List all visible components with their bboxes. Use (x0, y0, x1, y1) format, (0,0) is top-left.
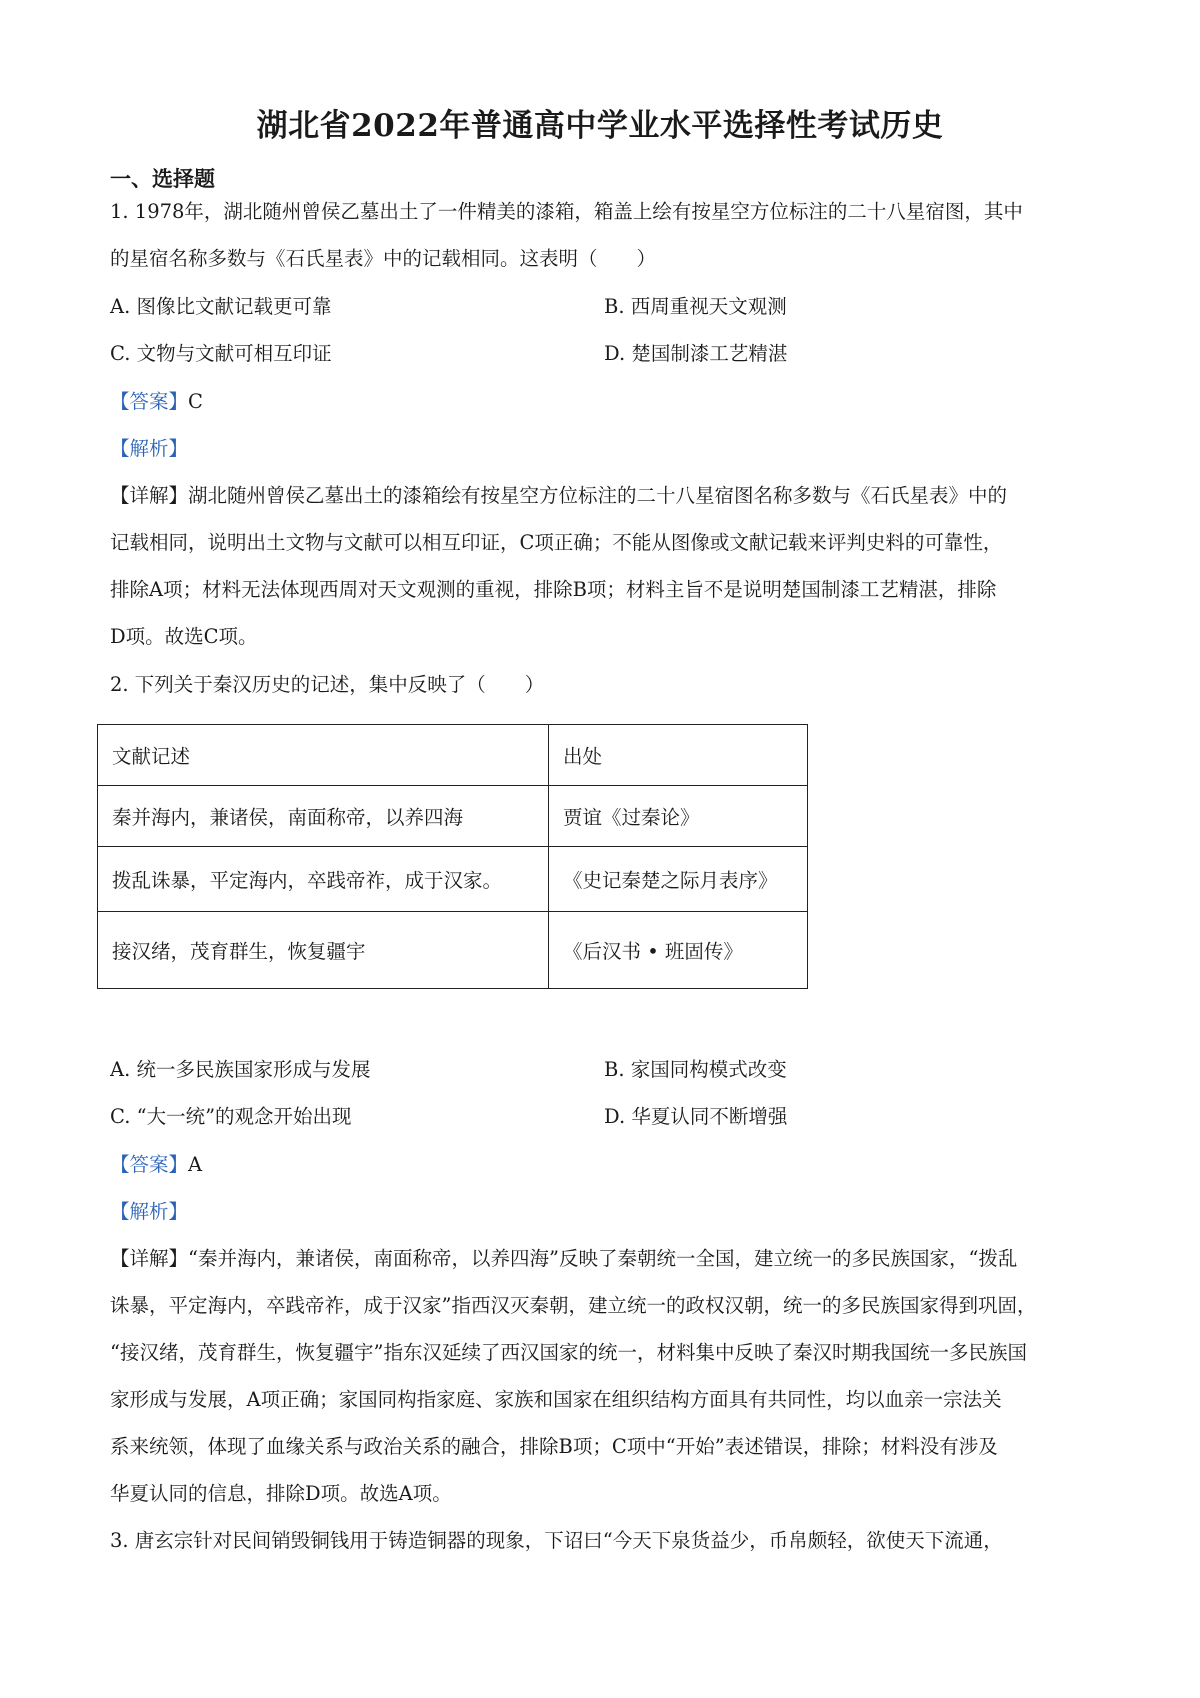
table-header-cell: 出处 (549, 725, 808, 786)
answer-tag: 【答案】 (110, 390, 189, 413)
detail-tag: 【详解】 (110, 1247, 189, 1270)
q2-source-table (97, 724, 808, 989)
answer-value: C (188, 390, 203, 413)
q2-detail-line-3: “接汉绪，茂育群生，恢复疆宇”指东汉延续了西汉国家的统一，材料集中反映了秦汉时期我国统一多民族国 (110, 1341, 1027, 1364)
detail-tag: 【详解】 (110, 484, 189, 507)
table-row (98, 847, 808, 912)
detail-text: “秦并海内，兼诸侯，南面称帝，以养四海”反映了秦朝统一全国，建立统一的多民族国家，“拨乱 (188, 1247, 1018, 1270)
q1-stem-line-2: 的星宿名称多数与《石氏星表》中的记载相同。这表明（ ） (110, 247, 657, 270)
q2-option-b: B. 家国同构模式改变 (604, 1058, 787, 1081)
answer-tag: 【答案】 (110, 1153, 189, 1176)
q2-detail-line-6: 华夏认同的信息，排除D项。故选A项。 (110, 1482, 452, 1505)
section-heading: 一、选择题 (110, 166, 215, 191)
detail-text: 湖北随州曾侯乙墓出土的漆箱绘有按星空方位标注的二十八星宿图名称多数与《石氏星表》中的 (188, 484, 1008, 507)
q2-detail-line-2: 诛暴，平定海内，卒践帝祚，成于汉家”指西汉灭秦朝，建立统一的政权汉朝，统一的多民族国家得到巩固， (110, 1294, 1037, 1317)
q2-detail-line-5: 系来统领，体现了血缘关系与政治关系的融合，排除B项；C项中“开始”表述错误，排除；材料没有涉及 (110, 1435, 998, 1458)
q1-detail-line-2: 记载相同，说明出土文物与文献可以相互印证，C项正确；不能从图像或文献记载来评判史料的可靠性， (110, 531, 1003, 554)
table-cell: 《后汉书 • 班固传》 (549, 912, 808, 989)
q3-stem-line-1: 3. 唐玄宗针对民间销毁铜钱用于铸造铜器的现象，下诏曰“今天下泉货益少，币帛颇轻，欲使天下流通， (110, 1529, 1003, 1552)
q2-option-a: A. 统一多民族国家形成与发展 (110, 1058, 371, 1081)
q1-option-a: A. 图像比文献记载更可靠 (110, 295, 332, 318)
document-title: 湖北省2022年普通高中学业水平选择性考试历史 (256, 108, 944, 144)
q2-option-d: D. 华夏认同不断增强 (604, 1105, 788, 1128)
answer-value: A (188, 1153, 203, 1176)
table-header-row (98, 725, 808, 786)
table-cell: 秦并海内，兼诸侯，南面称帝，以养四海 (98, 786, 549, 847)
q1-detail-line-3: 排除A项；材料无法体现西周对天文观测的重视，排除B项；材料主旨不是说明楚国制漆工艺精湛，排除 (110, 578, 997, 601)
q1-analysis-tag: 【解析】 (110, 437, 189, 460)
q1-detail-line-4: D项。故选C项。 (110, 625, 258, 648)
table-cell: 《史记秦楚之际月表序》 (549, 847, 808, 912)
q2-analysis-tag: 【解析】 (110, 1200, 189, 1223)
q2-detail-line-4: 家形成与发展，A项正确；家国同构指家庭、家族和国家在组织结构方面具有共同性，均以血亲一宗法关 (110, 1388, 1002, 1411)
table-cell: 贾谊《过秦论》 (549, 786, 808, 847)
q1-option-c: C. 文物与文献可相互印证 (110, 342, 332, 365)
q1-detail-line-1 (110, 486, 1007, 506)
table-row (98, 786, 808, 847)
q2-detail-line-1 (110, 1249, 1017, 1269)
q1-stem-line-1: 1. 1978年，湖北随州曾侯乙墓出土了一件精美的漆箱，箱盖上绘有按星空方位标注的二十八星宿图，其中 (110, 200, 1023, 223)
table-cell: 接汉绪，茂育群生，恢复疆宇 (98, 912, 549, 989)
q1-option-b: B. 西周重视天文观测 (604, 295, 787, 318)
q1-option-d: D. 楚国制漆工艺精湛 (604, 342, 788, 365)
q2-option-c: C. “大一统”的观念开始出现 (110, 1105, 352, 1128)
table-cell: 拨乱诛暴，平定海内，卒践帝祚，成于汉家。 (98, 847, 549, 912)
q2-stem: 2. 下列关于秦汉历史的记述，集中反映了（ ） (110, 673, 545, 696)
q2-answer (110, 1155, 202, 1175)
table-header-cell: 文献记述 (98, 725, 549, 786)
table-row (98, 912, 808, 989)
q1-answer (110, 392, 203, 412)
